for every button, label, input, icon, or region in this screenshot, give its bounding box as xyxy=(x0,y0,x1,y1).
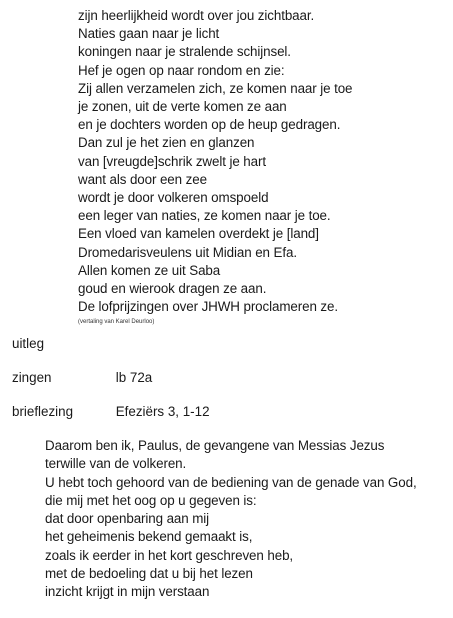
poem-line: zijn heerlijkheid wordt over jou zichtbaar. xyxy=(78,8,315,23)
reading-line: die mij met het oog op u gegeven is: xyxy=(45,492,257,508)
reading-line: met de bedoeling dat u bij het lezen xyxy=(45,566,253,582)
reading-block xyxy=(45,437,450,602)
translation-credit: (vertaling van Karel Deurloo) xyxy=(78,319,155,326)
section-label: uitleg xyxy=(12,336,45,351)
reading-line: terwille van de volkeren. xyxy=(45,456,187,472)
section-zingen xyxy=(12,369,152,387)
poem-line: Dan zul je het zien en glanzen xyxy=(78,135,255,151)
section-label: brieflezing xyxy=(12,404,74,419)
section-uitleg xyxy=(12,335,112,353)
section-label: zingen xyxy=(12,370,52,385)
reading-line: U hebt toch gehoord van de bediening van de genade van God, xyxy=(45,474,417,490)
poem-line: Dromedarisveulens uit Midian en Efa. xyxy=(78,244,297,260)
reading-line: inzicht krijgt in mijn verstaan xyxy=(45,584,210,600)
reading-line: zoals ik eerder in het kort geschreven heb, xyxy=(45,547,294,563)
poem-line: je zonen, uit de verte komen ze aan xyxy=(78,99,287,115)
poem-line: Hef je ogen op naar rondom en zie: xyxy=(78,62,285,78)
poem-line: een leger van naties, ze komen naar je toe. xyxy=(78,208,331,224)
poem-line: en je dochters worden op de heup gedragen. xyxy=(78,117,341,133)
poem-line: koningen naar je stralende schijnsel. xyxy=(78,44,291,60)
section-value: lb 72a xyxy=(115,370,153,385)
reading-line: dat door openbaring aan mij xyxy=(45,511,210,527)
reading-line: Daarom ben ik, Paulus, de gevangene van Messias Jezus xyxy=(45,438,385,453)
section-brieflezing xyxy=(12,403,210,421)
poem-line: wordt je door volkeren omspoeld xyxy=(78,190,269,206)
poem-line: De lofprijzingen over JHWH proclameren ze. xyxy=(78,299,338,315)
poem-line: Naties gaan naar je licht xyxy=(78,26,220,42)
poem-block xyxy=(78,7,448,327)
poem-line: Zij allen verzamelen zich, ze komen naar je toe xyxy=(78,80,353,96)
poem-line: Een vloed van kamelen overdekt je [land] xyxy=(78,226,319,242)
section-value: Efeziërs 3, 1-12 xyxy=(115,404,210,419)
poem-line: Allen komen ze uit Saba xyxy=(78,262,221,278)
poem-line: van [vreugde]schrik zwelt je hart xyxy=(78,153,266,169)
reading-line: het geheimenis bekend gemaakt is, xyxy=(45,529,253,545)
poem-line: want als door een zee xyxy=(78,171,207,187)
poem-line: goud en wierook dragen ze aan. xyxy=(78,281,267,297)
